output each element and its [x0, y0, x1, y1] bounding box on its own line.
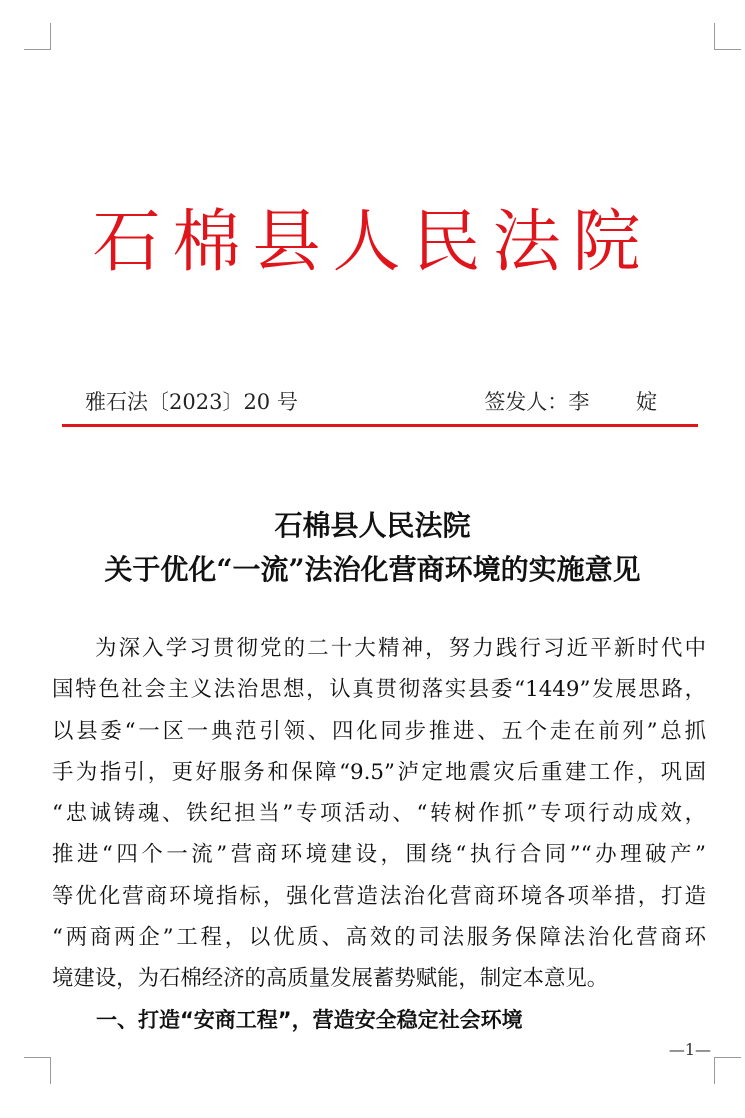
paragraph-line: 国特色社会主义法治思想，认真贯彻落实县委“1449”发展思路，: [52, 677, 706, 703]
red-separator-line: [62, 424, 698, 427]
paragraph-line: 为深入学习贯彻党的二十大精神，努力践行习近平新时代中: [95, 636, 706, 661]
paragraph-line: 手为指引，更好服务和保障“9.5”泸定地震灾后重建工作，巩固: [52, 759, 706, 785]
document-number: 雅石法〔2023〕20 号: [85, 390, 298, 414]
crop-mark-top-left: [24, 23, 51, 50]
crop-mark-bottom-right: [714, 1057, 741, 1084]
paragraph-line: 境建设，为石棉经济的高质量发展蓄势赋能，制定本意见。: [52, 966, 609, 992]
paragraph-line: “忠诚铸魂、铁纪担当”专项活动、“转树作抓”专项行动成效，: [52, 801, 706, 827]
document-title-line-2: 关于优化“一流”法治化营商环境的实施意见: [104, 553, 641, 586]
signer-label: 签发人：: [484, 390, 569, 414]
issuing-organization-header: 石棉县人民法院: [92, 203, 653, 282]
crop-mark-top-right: [714, 23, 741, 50]
paragraph-line: 推进“四个一流”营商环境建设，围绕“执行合同”“办理破产”: [52, 842, 706, 868]
paragraph-line: 以县委“一区一典范引领、四化同步推进、五个走在前列”总抓: [52, 718, 706, 744]
paragraph-line: “两商两企”工程，以优质、高效的司法服务保障法治化营商环: [52, 925, 706, 951]
paragraph-line: 等优化营商环境指标，强化营造法治化营商环境各项举措，打造: [52, 883, 706, 909]
signer-name: 李 婝: [568, 390, 677, 414]
signer: [484, 386, 677, 416]
crop-mark-bottom-left: [24, 1057, 51, 1084]
page-number: —1—: [668, 1040, 711, 1059]
section-heading: 一、打造“安商工程”，营造安全稳定社会环境: [96, 1008, 523, 1032]
preamble-paragraph: [52, 628, 706, 1000]
document-title-line-1: 石棉县人民法院: [274, 509, 471, 542]
